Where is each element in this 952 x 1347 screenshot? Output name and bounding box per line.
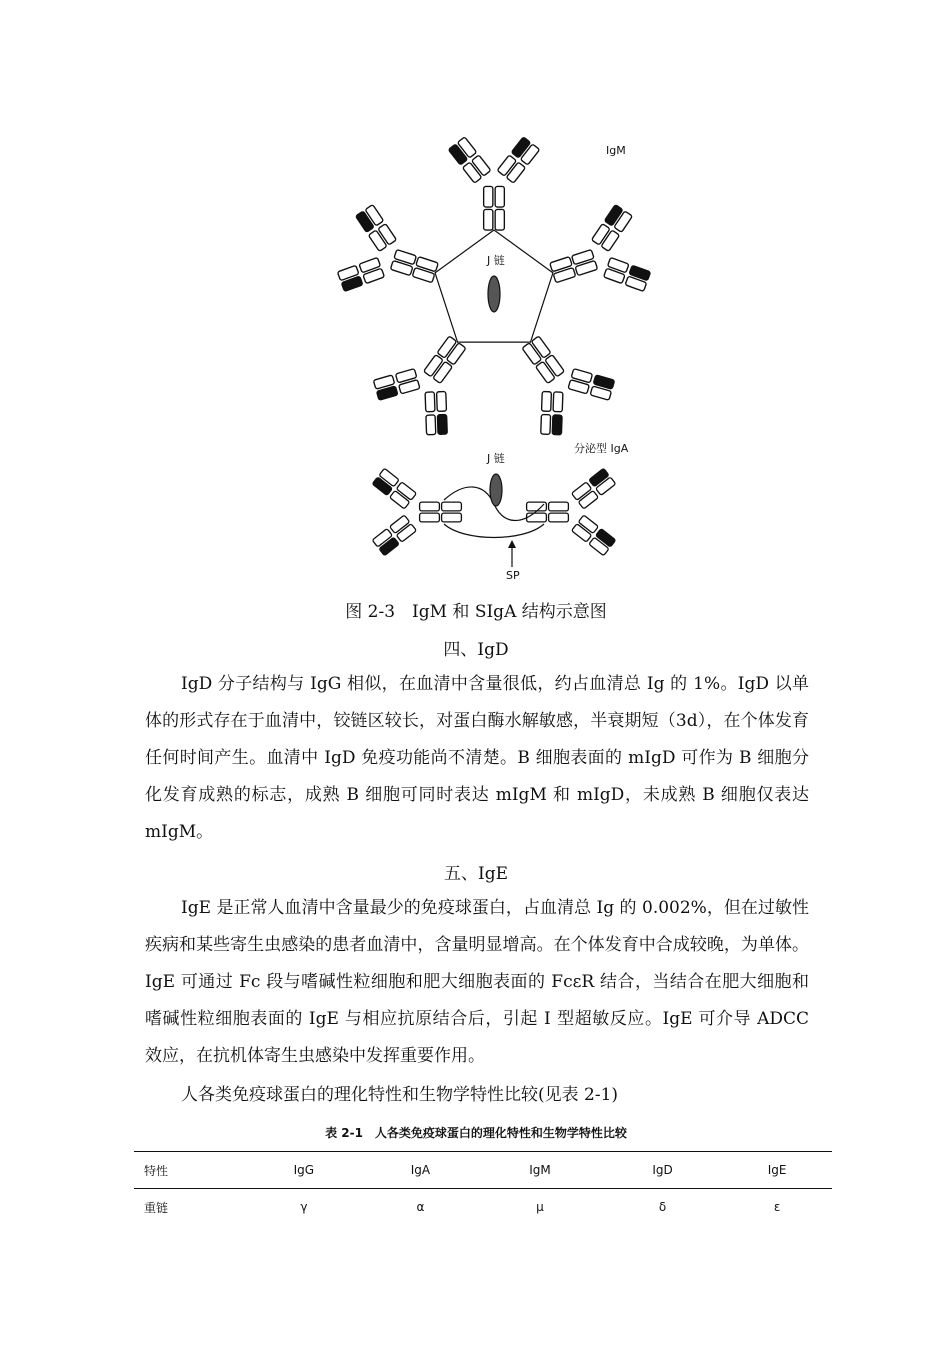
table-header-cell: IgA (410, 1163, 431, 1177)
table-header-row (134, 1152, 832, 1189)
ig-arm (568, 369, 615, 401)
ig-arm (373, 369, 420, 401)
table-header-cell: IgG (293, 1163, 315, 1177)
ig-arm (372, 515, 416, 556)
ig-domain (549, 513, 569, 522)
ig-arm (372, 468, 416, 509)
ig-domain (442, 513, 462, 522)
ig-monomer (448, 137, 539, 230)
table-header-cell: IgE (767, 1163, 787, 1177)
ig-arm (497, 137, 540, 183)
ig-arm (541, 392, 563, 435)
ig-arm (448, 137, 491, 183)
paragraph-ige: IgE 是正常人血清中含量最少的免疫球蛋白，占血清总 Ig 的 0.002%，但在过敏性疾病和某些寄生虫感染的患者血清中，含量明显增高。在个体发育中合成较晚，为单体。IgE 可通过 Fc 段与嗜碱性粒细胞和肥大细胞表面的 FcεR 结合，当结合在肥大细胞和嗜碱性粒细胞表面的 IgE 与相应抗原结合后，引起 Ⅰ 型超敏反应。IgE 可介导 ADCC 效应，在抗机体寄生虫感染中发挥重要作用。 (145, 898, 809, 1066)
igm-monomer-position (448, 137, 539, 230)
siga-monomer-position (372, 468, 461, 555)
ig-monomer (539, 201, 656, 317)
igm-monomer-position (493, 315, 622, 444)
secretory-piece-curve (444, 524, 544, 538)
sp-arrow-head (508, 540, 516, 548)
igm-pentamer-drawing (332, 137, 655, 444)
ig-arm (604, 257, 651, 291)
ig-domain (484, 209, 493, 230)
ig-domain (541, 414, 551, 434)
ig-domain (552, 415, 562, 435)
siga-monomer-position (527, 468, 616, 555)
section-heading-igd: 四、IgD (443, 640, 509, 660)
table-row (134, 1189, 832, 1226)
ig-arm (425, 392, 447, 435)
table-header-cell: 特性 (144, 1163, 169, 1178)
ig-arm (337, 257, 384, 291)
section-heading-ige: 五、IgE (443, 864, 508, 884)
ig-arm (572, 468, 616, 509)
sp-label: SP (506, 569, 520, 582)
table-cell: γ (300, 1200, 308, 1214)
ig-monomer (493, 315, 622, 444)
igm-siga-figure (324, 112, 664, 590)
ig-domain (420, 513, 440, 522)
igm-label: IgM (606, 144, 626, 157)
siga-label: 分泌型 IgA (574, 442, 629, 455)
ig-domain (425, 392, 435, 412)
ig-monomer (332, 201, 449, 317)
table-reference-paragraph: 人各类免疫球蛋白的理化特性和生物学特性比较(见表 2-1) (181, 1085, 619, 1105)
j-chain-shape-bottom (490, 474, 502, 506)
j-chain-shape-top (488, 276, 500, 312)
igm-monomer-position (539, 201, 656, 317)
figure-caption: 图 2-3 IgM 和 SIgA 结构示意图 (345, 602, 607, 622)
j-chain-label-bottom: J 链 (487, 452, 505, 465)
ig-monomer (372, 468, 461, 555)
ig-domain (495, 209, 504, 230)
ig-domain (426, 415, 436, 435)
ig-domain (420, 502, 440, 511)
ig-monomer (527, 468, 616, 555)
j-chain-label-top: J 链 (487, 254, 505, 267)
paragraph-igd: IgD 分子结构与 IgG 相似，在血清中含量很低，约占血清总 Ig 的 1%。IgD 以单体的形式存在于血清中，铰链区较长，对蛋白酶水解敏感，半衰期短（3d），在个体发育任何时间产生。血清中 IgD 免疫功能尚不清楚。B 细胞表面的 mIgD 可作为 B 细胞分化发育成熟的标志，成熟 B 细胞可同时表达 mIgM 和 mIgD，未成熟 B 细胞仅表达 mIgM。 (145, 674, 809, 842)
table-cell: 重链 (144, 1200, 169, 1215)
table-cell: μ (536, 1200, 544, 1214)
ig-domain (437, 414, 447, 434)
ig-domain (527, 513, 547, 522)
igm-monomer-position (366, 315, 495, 444)
ig-domain (442, 502, 462, 511)
ig-comparison-table (134, 1151, 832, 1225)
table-cell: α (416, 1200, 425, 1214)
table-cell: δ (658, 1200, 667, 1214)
ig-arm (591, 205, 632, 252)
ig-domain (484, 186, 493, 207)
table-title: 表 2-1 人各类免疫球蛋白的理化特性和生物学特性比较 (325, 1126, 627, 1140)
ig-arm (572, 515, 616, 556)
ig-domain (437, 392, 447, 412)
siga-dimer-drawing (372, 468, 616, 567)
ig-arm (356, 205, 397, 252)
table-cell: ε (773, 1200, 781, 1214)
ig-domain (495, 186, 504, 207)
ig-domain (527, 502, 547, 511)
table-header-cell: IgD (652, 1163, 673, 1177)
ig-monomer (366, 315, 495, 444)
ig-domain (553, 392, 563, 412)
ig-domain (542, 392, 552, 412)
table-header-cell: IgM (529, 1163, 551, 1177)
immunoglobulin-diagram (324, 112, 664, 590)
igm-monomer-position (332, 201, 449, 317)
ig-domain (549, 502, 569, 511)
